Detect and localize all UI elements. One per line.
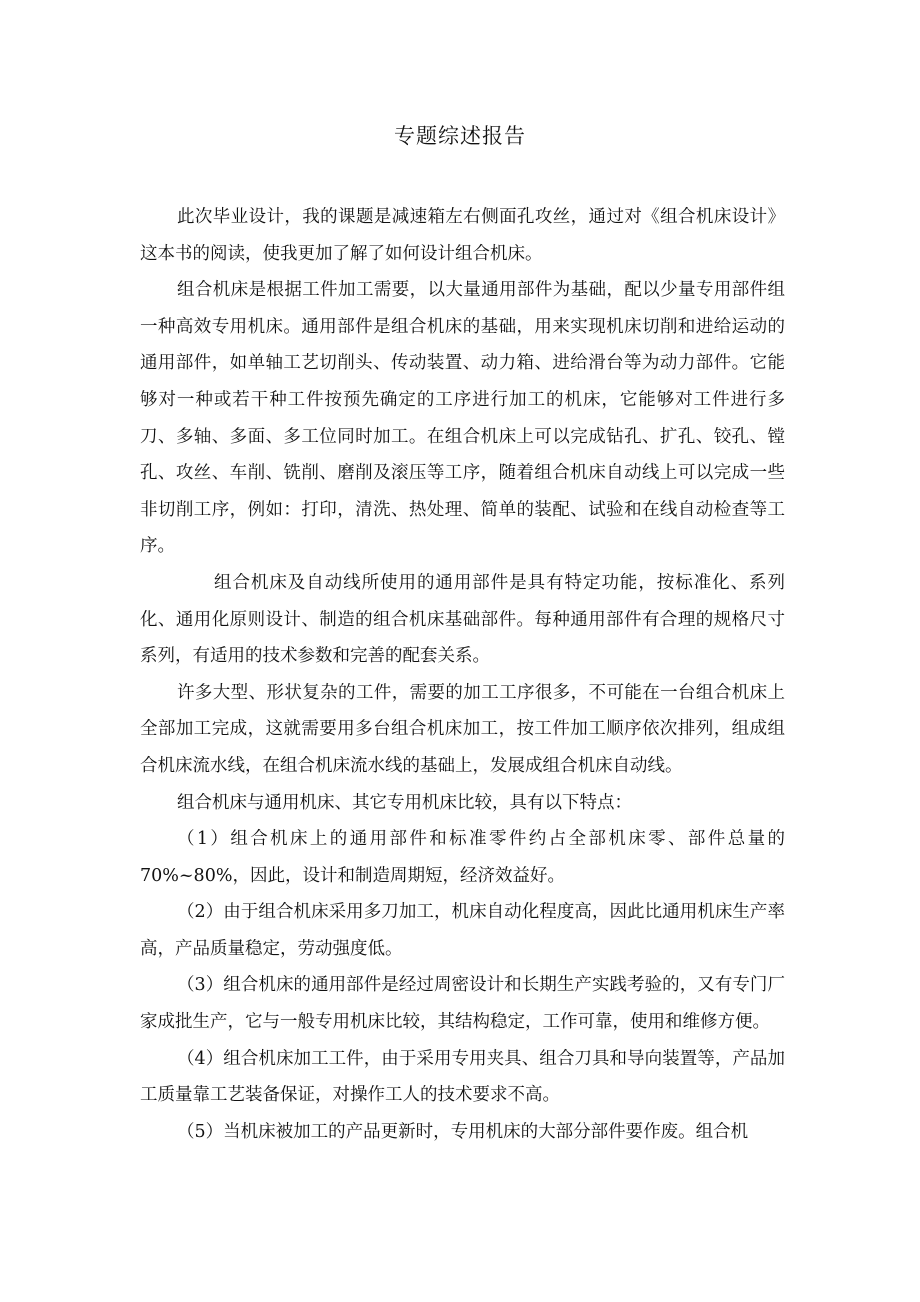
paragraph-definition: 组合机床是根据工件加工需要，以大量通用部件为基础，配以少量专用部件组一种高效专用机床。通用部件是组合机床的基础，用来实现机床切削和进给运动的通用部件，如单轴工艺切削头、传动装置、动力箱、进给滑台等为动力部件。它能够对一种或若干种工件按预先确定的工序进行加工的机床，它能够对工件进行多刀、多轴、多面、多工位同时加工。在组合机床上可以完成钻孔、扩孔、铰孔、镗孔、攻丝、车削、铣削、磨削及滚压等工序，随着组合机床自动线上可以完成一些非切削工序，例如：打印，清洗、热处理、简单的装配、试验和在线自动检查等工序。	[140, 280, 785, 557]
paragraph-intro: 此次毕业设计，我的课题是减速箱左右侧面孔攻丝，通过对《组合机床设计》这本书的阅读，使我更加了解了如何设计组合机床。	[140, 207, 785, 264]
list-item-feature-5: （5）当机床被加工的产品更新时，专用机床的大部分部件要作废。组合机	[177, 1121, 749, 1142]
page-title: 专题综述报告	[394, 124, 526, 148]
paragraph-general-parts: 组合机床及自动线所使用的通用部件是具有特定功能，按标准化、系列化、通用化原则设计、制造的组合机床基础部件。每种通用部件有合理的规格尺寸系列，有适用的技术参数和完善的配套关系。	[140, 572, 785, 667]
list-item-feature-3: （3）组合机床的通用部件是经过周密设计和长期生产实践考验的，又有专门厂家成批生产，它与一般专用机床比较，其结构稳定，工作可靠，使用和维修方便。	[140, 975, 785, 1033]
list-item-feature-1: （1）组合机床上的通用部件和标准零件约占全部机床零、部件总量的70%~80%，因此，设计和制造周期短，经济效益好。	[140, 829, 785, 886]
list-item-feature-4: （4）组合机床加工工件，由于采用专用夹具、组合刀具和导向装置等，产品加工质量靠工艺装备保证，对操作工人的技术要求不高。	[140, 1048, 785, 1106]
document-body	[140, 199, 785, 1150]
paragraph-features-intro: 组合机床与通用机床、其它专用机床比较，具有以下特点：	[177, 792, 632, 813]
paragraph-production-line: 许多大型、形状复杂的工件，需要的加工工序很多，不可能在一台组合机床上全部加工完成，这就需要用多台组合机床加工，按工件加工顺序依次排列，组成组合机床流水线，在组合机床流水线的基础上，发展成组合机床自动线。	[140, 682, 785, 776]
list-item-feature-2: （2）由于组合机床采用多刀加工，机床自动化程度高，因此比通用机床生产率高，产品质量稳定，劳动强度低。	[140, 902, 785, 959]
